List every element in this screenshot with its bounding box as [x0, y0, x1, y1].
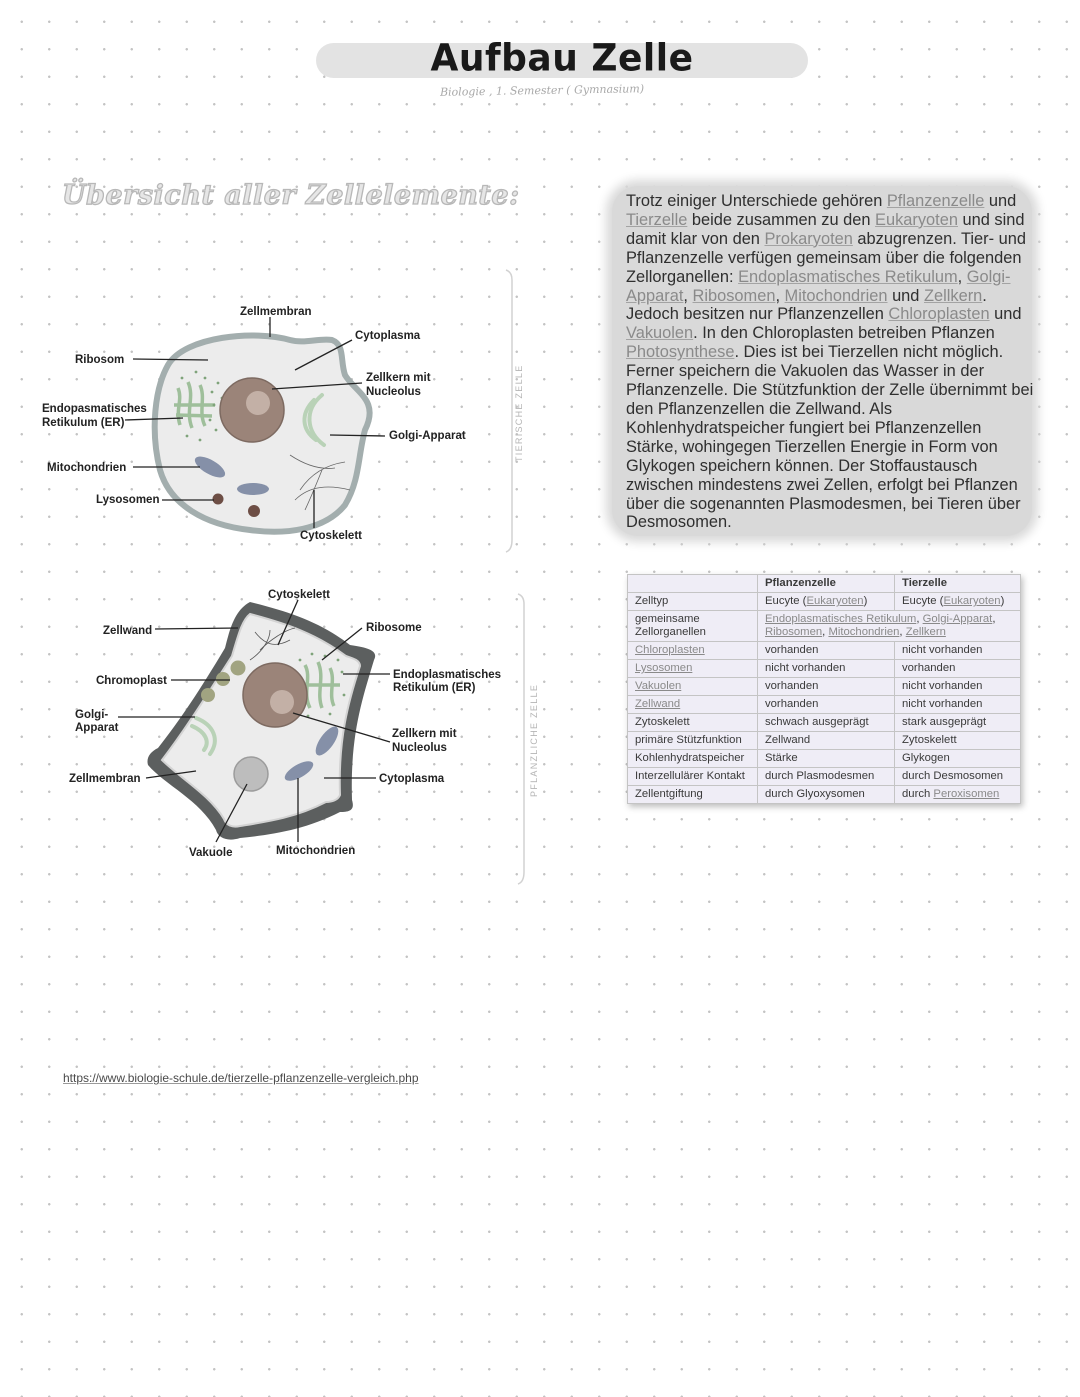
link-pflanzenzelle[interactable]: Pflanzenzelle: [886, 192, 985, 210]
plant-bracket: [518, 594, 524, 884]
link-zellkern[interactable]: Zellkern: [905, 626, 946, 638]
paragraph-text: ,: [957, 267, 967, 286]
paragraph-text: und: [984, 192, 1017, 210]
page-subtitle: Biologie , 1. Semester ( Gymnasium): [439, 82, 645, 99]
link-ribosomen[interactable]: Ribosomen: [692, 286, 776, 305]
link-vakuolen[interactable]: Vakuolen: [635, 680, 682, 692]
label-plant-cytoskelett: Cytoskelett: [268, 589, 330, 601]
table-cell: Interzellulärer Kontakt: [628, 768, 758, 786]
table-cell: gemeinsame Zellorganellen: [628, 611, 758, 642]
cell-text: ,: [992, 613, 996, 625]
link-chloroplasten[interactable]: Chloroplasten: [635, 644, 705, 656]
plant-chromoplast: [216, 672, 230, 686]
comparison-table: [627, 574, 1021, 804]
animal-mitochondrion: [237, 483, 269, 495]
table-cell: durch Plasmodesmen: [758, 768, 895, 786]
table-cell: Kohlenhydratspeicher: [628, 750, 758, 768]
table-header-row: [628, 575, 1021, 593]
table-cell: [895, 786, 1021, 804]
paragraph-text: ,: [775, 286, 785, 305]
table-cell: vorhanden: [895, 660, 1021, 678]
label-plant-er-1: Endoplasmatisches: [393, 669, 502, 681]
label-animal-zellmembran: Zellmembran: [240, 306, 312, 318]
table-cell: Stärke: [758, 750, 895, 768]
label-animal-mitochondrien: Mitochondrien: [47, 462, 127, 474]
paragraph-text: . In den Chloroplasten betreiben Pflanzen: [693, 324, 995, 343]
table-cell: schwach ausgeprägt: [758, 714, 895, 732]
page-title: Aufbau Zelle: [430, 36, 694, 81]
table-cell: Zytoskelett: [628, 714, 758, 732]
paragraph-text: und: [887, 286, 924, 305]
label-plant-zellkern-2: Nucleolus: [392, 742, 447, 754]
table-row: [628, 696, 1021, 714]
link-zellwand[interactable]: Zellwand: [635, 698, 681, 710]
link-ribosomen[interactable]: Ribosomen: [765, 626, 823, 638]
comparison-paragraph: [626, 192, 1036, 532]
animal-side-label: TIERISCHE ZELLE: [514, 364, 524, 462]
table-cell: Zelltyp: [628, 593, 758, 611]
link-prokaryoten[interactable]: Prokaryoten: [764, 229, 853, 248]
table-cell: nicht vorhanden: [895, 678, 1021, 696]
table-cell: Glykogen: [895, 750, 1021, 768]
label-plant-zellwand: Zellwand: [103, 625, 153, 637]
label-plant-golgi-1: Golgi-: [75, 709, 109, 721]
link-eukaryoten[interactable]: Eukaryoten: [943, 595, 1001, 607]
cell-text: Eucyte (: [902, 595, 944, 607]
animal-lysosome: [213, 494, 224, 505]
table-cell: [758, 593, 895, 611]
table-cell: nicht vorhanden: [758, 660, 895, 678]
table-row: [628, 768, 1021, 786]
table-row: [628, 678, 1021, 696]
animal-bracket: [506, 270, 512, 552]
section-heading: Übersicht aller Zellelemente:: [62, 180, 520, 211]
table-cell: nicht vorhanden: [895, 696, 1021, 714]
table-cell: [758, 611, 1021, 642]
link-peroxisomen[interactable]: Peroxisomen: [933, 788, 1000, 800]
table-cell: Zellentgiftung: [628, 786, 758, 804]
link-mitochondrien[interactable]: Mitochondrien: [784, 286, 888, 305]
link-eukaryoten[interactable]: Eukaryoten: [875, 210, 958, 229]
label-plant-ribosome: Ribosome: [366, 622, 422, 634]
table-cell: vorhanden: [758, 678, 895, 696]
table-row: [628, 660, 1021, 678]
table-header: Pflanzenzelle: [758, 575, 895, 593]
label-plant-mitochondrien: Mitochondrien: [276, 845, 356, 857]
table-row: [628, 714, 1021, 732]
table-row: [628, 642, 1021, 660]
link-lysosomen[interactable]: Lysosomen: [635, 662, 693, 674]
label-plant-zellmembran: Zellmembran: [69, 773, 141, 785]
table-cell: stark ausgeprägt: [895, 714, 1021, 732]
label-animal-cytoplasma: Cytoplasma: [355, 330, 421, 342]
cell-text: durch: [902, 788, 934, 800]
table-cell: primäre Stützfunktion: [628, 732, 758, 750]
table-row: [628, 732, 1021, 750]
label-animal-lysosomen: Lysosomen: [96, 494, 160, 506]
label-animal-ribosom: Ribosom: [75, 354, 125, 366]
table-row: [628, 611, 1021, 642]
plant-chromoplast: [231, 661, 246, 676]
label-plant-zellkern-1: Zellkern mit: [392, 728, 457, 740]
cell-text: ): [863, 595, 868, 607]
table-cell: durch Glyoxysomen: [758, 786, 895, 804]
label-animal-golgi: Golgi-Apparat: [389, 430, 466, 442]
plant-chromoplast: [201, 688, 215, 702]
plant-cell-diagram: [69, 589, 539, 884]
cell-text: Eucyte (: [765, 595, 807, 607]
paragraph-text: Trotz einiger Unterschiede gehören: [626, 192, 887, 210]
paragraph-text: und sind damit klar von den: [626, 210, 1025, 248]
animal-nucleolus: [246, 391, 270, 415]
table-header: [628, 575, 758, 593]
label-animal-er-2: Retikulum (ER): [42, 417, 125, 429]
plant-nucleolus: [270, 690, 294, 714]
source-link[interactable]: https://www.biologie-schule.de/tierzelle-pflanzenzelle-vergleich.php: [63, 1071, 419, 1085]
link-tierzelle[interactable]: Tierzelle: [626, 210, 688, 229]
cell-text: ,: [822, 626, 829, 638]
plant-vacuole: [234, 757, 268, 791]
label-animal-er-1: Endopasmatisches: [42, 403, 147, 415]
link-chloroplasten[interactable]: Chloroplasten: [888, 305, 990, 324]
link-endoplasmatisches-retikulum[interactable]: Endoplasmatisches Retikulum: [738, 267, 958, 286]
paragraph-text: und: [989, 305, 1022, 324]
paragraph-text: beide zusammen zu den: [687, 210, 876, 229]
link-zellkern[interactable]: Zellkern: [923, 286, 983, 305]
paragraph-text: . Dies ist bei Tierzellen nicht möglich. Ferner speichern die Vakuolen das Wasser in der Pflanzenzelle. Die Stützfunktion der Zelle übernimmt bei den Pflanzenzellen die Zellwand. Als Kohlenhydratspeicher fungiert bei Pflanzenzellen Stärke, wohingegen Tierzellen Energie in Form von Glykogen speichern können. Der Stoffaustausch zwischen mindestens zwei Zellen, erfolgt bei Pflanzen über die sogenannten Plasmodesmen, bei Tieren über Desmosomen.: [626, 343, 1034, 532]
table-cell: Zytoskelett: [895, 732, 1021, 750]
paragraph-text: abzugrenzen. Tier- und Pflanzenzelle verfügen gemeinsam über die folgenden Zellorganellen:: [626, 229, 1026, 286]
label-plant-er-2: Retikulum (ER): [393, 682, 476, 694]
label-plant-vakuole: Vakuole: [189, 847, 233, 859]
cell-text: ): [1000, 595, 1005, 607]
link-vakuolen[interactable]: Vakuolen: [626, 324, 694, 343]
animal-lysosome: [248, 505, 260, 517]
table-cell: [895, 593, 1021, 611]
label-plant-golgi-2: Apparat: [75, 722, 119, 734]
label-plant-chromoplast: Chromoplast: [96, 675, 167, 687]
table-cell: vorhanden: [758, 696, 895, 714]
link-eukaryoten[interactable]: Eukaryoten: [806, 595, 864, 607]
link-photosynthese[interactable]: Photosynthese: [626, 343, 735, 362]
link-golgi-apparat[interactable]: Golgi-Apparat: [626, 267, 1011, 305]
animal-cell-diagram: [42, 270, 524, 552]
label-plant-cytoplasma: Cytoplasma: [379, 773, 445, 785]
link-endoplasmatisches-retikulum[interactable]: Endoplasmatisches Retikulum: [765, 613, 917, 625]
label-animal-zellkern-2: Nucleolus: [366, 386, 421, 398]
cell-text: ,: [916, 613, 923, 625]
table-cell: vorhanden: [758, 642, 895, 660]
link-golgi-apparat[interactable]: Golgi-Apparat: [922, 613, 993, 625]
table-row: [628, 593, 1021, 611]
table-row: [628, 786, 1021, 804]
table-cell: nicht vorhanden: [895, 642, 1021, 660]
table-cell: durch Desmosomen: [895, 768, 1021, 786]
label-animal-zellkern-1: Zellkern mit: [366, 372, 431, 384]
paragraph-text: . Jedoch besitzen nur Pflanzenzellen: [626, 286, 987, 324]
table-row: [628, 750, 1021, 768]
table-header: Tierzelle: [895, 575, 1021, 593]
plant-side-label: PFLANZLICHE ZELLE: [529, 683, 539, 797]
cell-text: ,: [899, 626, 906, 638]
table-cell: Zellwand: [758, 732, 895, 750]
link-mitochondrien[interactable]: Mitochondrien: [828, 626, 900, 638]
paragraph-text: ,: [683, 286, 693, 305]
label-animal-cytoskelett: Cytoskelett: [300, 530, 362, 542]
